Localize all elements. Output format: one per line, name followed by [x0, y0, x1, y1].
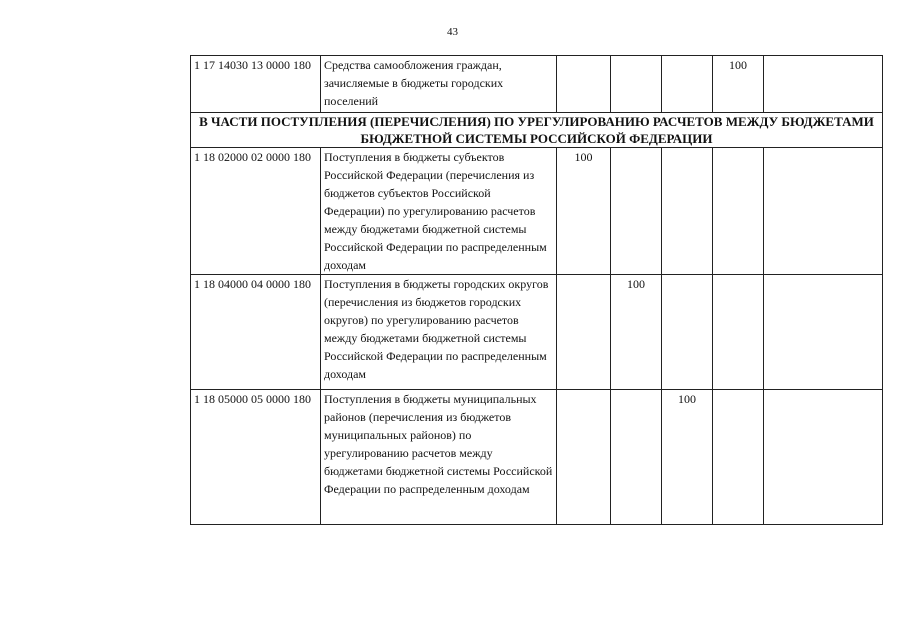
percent-cell: 100: [662, 390, 713, 525]
percent-cell: 100: [713, 56, 764, 113]
percent-cell: 100: [611, 275, 662, 390]
percent-cell: [611, 56, 662, 113]
percent-cell: [611, 148, 662, 275]
income-description-cell: Поступления в бюджеты субъектов Российской Федерации (перечисления из бюджетов субъектов Российской Федерации) по урегулированию расчетов между бюджетами бюджетной системы Российской Федерации по распределенным доходам: [321, 148, 557, 275]
budget-classification-table: [190, 55, 883, 525]
table-row: [191, 148, 883, 275]
percent-cell: [662, 148, 713, 275]
percent-cell: [611, 390, 662, 525]
section-header: В ЧАСТИ ПОСТУПЛЕНИЯ (ПЕРЕЧИСЛЕНИЯ) ПО УРЕГУЛИРОВАНИЮ РАСЧЕТОВ МЕЖДУ БЮДЖЕТАМИ БЮДЖЕТНОЙ СИСТЕМЫ РОССИЙСКОЙ ФЕДЕРАЦИИ: [191, 113, 883, 148]
percent-cell: [557, 56, 611, 113]
percent-cell: [713, 275, 764, 390]
percent-cell: [764, 148, 883, 275]
income-code-cell: 1 17 14030 13 0000 180: [191, 56, 321, 113]
table-row: [191, 390, 883, 525]
income-description-cell: Поступления в бюджеты муниципальных районов (перечисления из бюджетов муниципальных районов) по урегулированию расчетов между бюджетами бюджетной системы Российской Федерации по распределенным доходам: [321, 390, 557, 525]
page-number: 43: [447, 26, 458, 38]
percent-cell: [557, 390, 611, 525]
income-code-cell: 1 18 05000 05 0000 180: [191, 390, 321, 525]
income-code-cell: 1 18 02000 02 0000 180: [191, 148, 321, 275]
income-description-cell: Поступления в бюджеты городских округов (перечисления из бюджетов городских округов) по урегулированию расчетов между бюджетами бюджетной системы Российской Федерации по распределенным доходам: [321, 275, 557, 390]
percent-cell: [713, 390, 764, 525]
percent-cell: [764, 56, 883, 113]
percent-cell: 100: [557, 148, 611, 275]
table-row: [191, 275, 883, 390]
percent-cell: [764, 275, 883, 390]
table-row: [191, 56, 883, 113]
percent-cell: [713, 148, 764, 275]
income-description-cell: Средства самообложения граждан, зачисляемые в бюджеты городских поселений: [321, 56, 557, 113]
percent-cell: [557, 275, 611, 390]
percent-cell: [662, 275, 713, 390]
section-header-row: [191, 113, 883, 148]
income-code-cell: 1 18 04000 04 0000 180: [191, 275, 321, 390]
percent-cell: [764, 390, 883, 525]
percent-cell: [662, 56, 713, 113]
